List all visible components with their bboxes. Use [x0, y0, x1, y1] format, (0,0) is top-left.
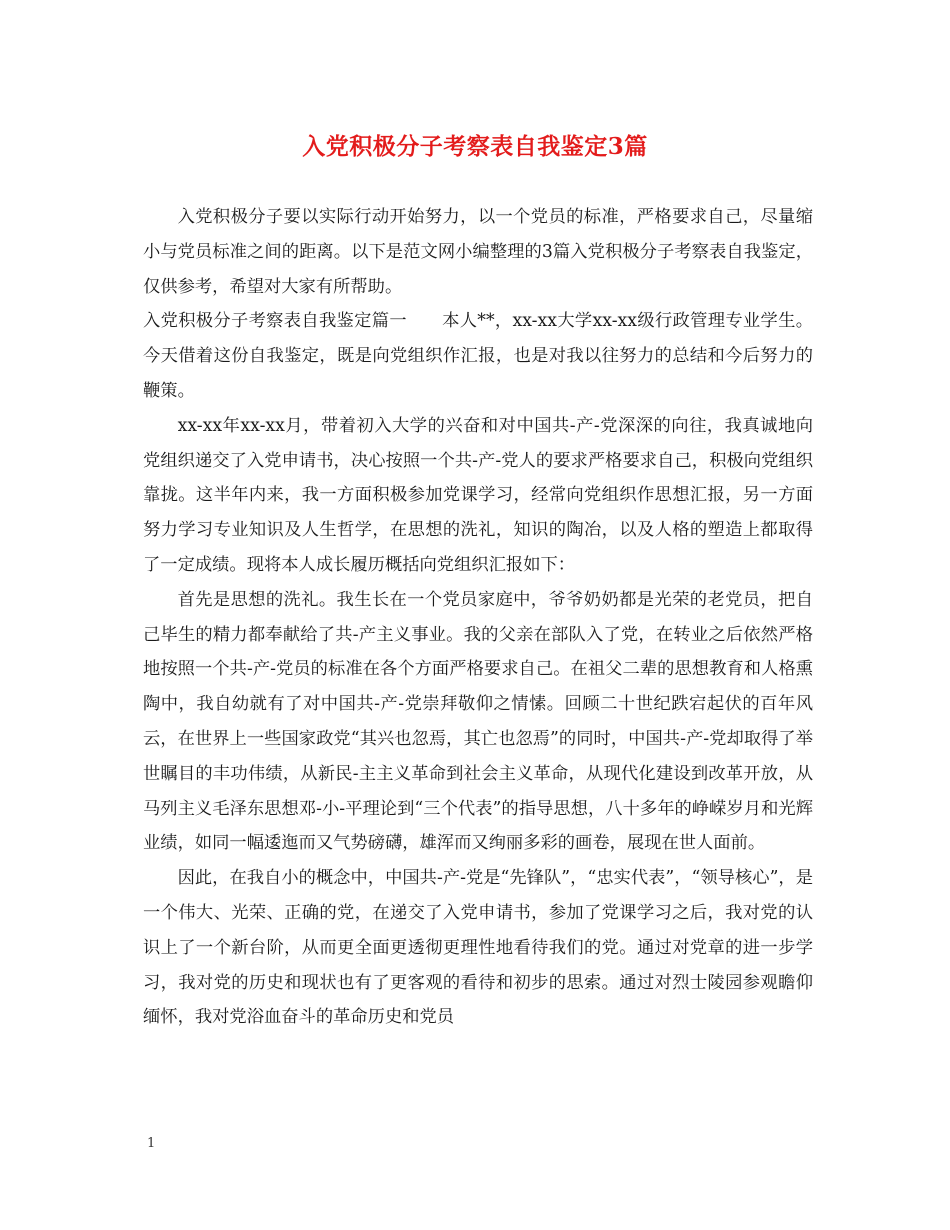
paragraph-ideological-baptism: 首先是思想的洗礼。我生长在一个党员家庭中，爷爷奶奶都是光荣的老党员，把自己毕生的精力都奉献给了共-产主义事业。我的父亲在部队入了党，在转业之后依然严格地按照一个共-产-党员的标准在各个方面严格要求自己。在祖父二辈的思想教育和人格熏陶中，我自幼就有了对中国共-产-党崇拜敬仰之情愫。回顾二十世纪跌宕起伏的百年风云，在世界上一些国家政党“其兴也忽焉，其亡也忽焉”的同时，中国共-产-党却取得了举世瞩目的丰功伟绩，从新民-主主义革命到社会主义革命，从现代化建设到改革开放，从马列主义毛泽东思想邓-小-平理论到“三个代表”的指导思想，八十多年的峥嵘岁月和光辉业绩，如同一幅逶迤而又气势磅礴，雄浑而又绚丽多彩的画卷，展现在世人面前。 [143, 589, 813, 854]
document-title: 入党积极分子考察表自我鉴定3篇 [302, 133, 648, 160]
document-body [143, 200, 813, 1035]
page-number: 1 [147, 1136, 156, 1151]
paragraph-intro: 入党积极分子要以实际行动开始努力，以一个党员的标准，严格要求自己，尽量缩小与党员标准之间的距离。以下是范文网小编整理的3篇入党积极分子考察表自我鉴定，仅供参考，希望对大家有所帮助。 [143, 207, 813, 297]
paragraph-party-understanding: 因此，在我自小的概念中，中国共-产-党是“先锋队”，“忠实代表”，“领导核心”，是一个伟大、光荣、正确的党，在递交了入党申请书，参加了党课学习之后，我对党的认识上了一个新台阶，从而更全面更透彻更理性地看待我们的党。通过对党章的进一步学习，我对党的历史和现状也有了更客观的看待和初步的思索。通过对烈士陵园参观瞻仰缅怀，我对党浴血奋斗的革命历史和党员 [143, 868, 813, 1028]
paragraph-application: xx-xx年xx-xx月，带着初入大学的兴奋和对中国共-产-党深深的向往，我真诚地向党组织递交了入党申请书，决心按照一个共-产-党人的要求严格要求自己，积极向党组织靠拢。这半年内来，我一方面积极参加党课学习，经常向党组织作思想汇报，另一方面努力学习专业知识及人生哲学，在思想的洗礼，知识的陶冶，以及人格的塑造上都取得了一定成绩。现将本人成长履历概括向党组织汇报如下： [143, 415, 813, 575]
paragraph-self-assessment-one: 入党积极分子考察表自我鉴定篇一 本人**，xx-xx大学xx-xx级行政管理专业学生。今天借着这份自我鉴定，既是向党组织作汇报，也是对我以往努力的总结和今后努力的鞭策。 [143, 311, 813, 401]
